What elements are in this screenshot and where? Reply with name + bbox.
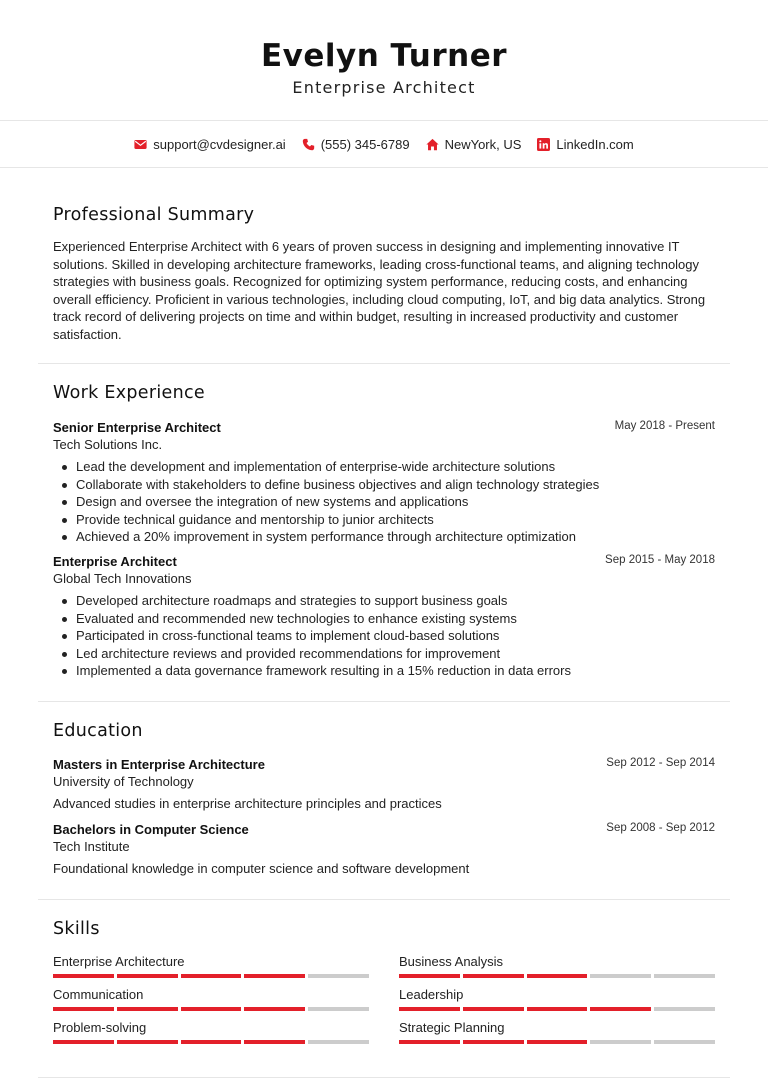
skill-level-segment (181, 1007, 242, 1011)
job-entry (53, 553, 715, 680)
education-school: Tech Institute (53, 839, 130, 854)
home-icon (426, 138, 439, 151)
skill-level-bar (53, 1007, 369, 1011)
skill-level-bar (399, 1007, 715, 1011)
job-company: Tech Solutions Inc. (53, 437, 163, 452)
skill-level-segment (181, 1040, 242, 1044)
skill-level-segment (399, 1040, 460, 1044)
skill-level-segment (654, 1040, 715, 1044)
skills-heading: Skills (53, 919, 100, 939)
contact-phone[interactable] (302, 137, 410, 152)
job-bullet: Achieved a 20% improvement in system performance through architecture optimization (53, 528, 715, 546)
contact-location (426, 137, 522, 152)
contact-email-text: support@cvdesigner.ai (153, 136, 286, 152)
skill-level-segment (308, 1040, 369, 1044)
job-bullet: Developed architecture roadmaps and strategies to support business goals (53, 592, 715, 610)
skills-section (38, 900, 730, 1078)
skill-name: Strategic Planning (399, 1020, 505, 1035)
contact-email[interactable] (134, 137, 285, 152)
skill-level-segment (117, 1040, 178, 1044)
skill-item (53, 1019, 369, 1044)
skill-item (399, 986, 715, 1011)
skill-level-segment (244, 1040, 305, 1044)
education-heading: Education (53, 721, 143, 741)
skill-name: Communication (53, 987, 144, 1002)
skill-item (399, 1019, 715, 1044)
education-section (38, 702, 730, 900)
job-bullet: Design and oversee the integration of new systems and applications (53, 493, 715, 511)
job-title: Senior Enterprise Architect (53, 420, 221, 435)
education-degree: Bachelors in Computer Science (53, 822, 249, 837)
job-title: Enterprise Architect (53, 553, 177, 569)
job-bullet: Implemented a data governance framework resulting in a 15% reduction in data errors (53, 662, 715, 680)
skill-level-segment (590, 1007, 651, 1011)
summary-text: Experienced Enterprise Architect with 6 years of proven success in designing and implementing innovative IT solutions. Skilled in developing architecture frameworks, leading cross-functional teams, and aligning technology strategies with business goals. Recognized for optimizing system performance, reducing costs, and enhancing overall efficiency. Proficient in various technologies, including cloud computing, IoT, and big data analytics. Strong track record of delivering projects on time and within budget, resulting in increased productivity and customer satisfaction. (53, 239, 706, 342)
skill-level-segment (463, 1007, 524, 1011)
skill-name: Problem-solving (53, 1020, 147, 1035)
job-bullet: Evaluated and recommended new technologies to enhance existing systems (53, 610, 715, 628)
skill-level-segment (590, 974, 651, 978)
skill-level-segment (53, 1007, 114, 1011)
skill-level-bar (399, 974, 715, 978)
job-bullet: Provide technical guidance and mentorship to junior architects (53, 511, 715, 529)
skill-level-bar (53, 974, 369, 978)
skill-level-segment (117, 974, 178, 978)
job-company: Global Tech Innovations (53, 570, 192, 586)
job-bullets (53, 458, 715, 546)
skill-level-segment (399, 1007, 460, 1011)
skill-level-segment (463, 1040, 524, 1044)
education-degree: Masters in Enterprise Architecture (53, 757, 265, 772)
skill-item (399, 953, 715, 978)
education-entry (53, 821, 715, 878)
skill-name: Leadership (399, 987, 464, 1002)
skill-level-segment (463, 974, 524, 978)
skill-level-segment (590, 1040, 651, 1044)
contact-location-text: NewYork, US (444, 136, 522, 152)
skill-level-segment (181, 974, 242, 978)
job-bullets (53, 592, 715, 680)
work-heading: Work Experience (53, 383, 205, 403)
skill-level-segment (654, 974, 715, 978)
skill-level-segment (654, 1007, 715, 1011)
skill-level-segment (244, 1007, 305, 1011)
skill-item (53, 986, 369, 1011)
skill-name: Enterprise Architecture (53, 954, 185, 969)
contact-bar (0, 121, 768, 168)
envelope-icon (134, 138, 147, 151)
education-entry (53, 756, 715, 813)
skill-level-segment (527, 1007, 588, 1011)
education-date: Sep 2008 - Sep 2012 (606, 822, 715, 834)
phone-icon (302, 138, 315, 151)
skill-level-segment (53, 974, 114, 978)
skill-item (53, 953, 369, 978)
skill-level-segment (399, 974, 460, 978)
candidate-name: Evelyn Turner (260, 38, 508, 74)
skill-level-segment (308, 974, 369, 978)
job-date: May 2018 - Present (614, 420, 715, 432)
job-date: Sep 2015 - May 2018 (605, 553, 715, 566)
work-experience-section (38, 364, 730, 702)
skills-grid (53, 953, 715, 1044)
contact-linkedin[interactable] (537, 137, 633, 152)
education-description: Foundational knowledge in computer science and software development (53, 861, 470, 876)
job-entry (53, 419, 715, 546)
skill-level-segment (527, 974, 588, 978)
skill-name: Business Analysis (399, 954, 504, 969)
job-bullet: Participated in cross-functional teams to implement cloud-based solutions (53, 627, 715, 645)
summary-heading: Professional Summary (53, 205, 255, 225)
resume-header (0, 0, 768, 121)
skill-level-bar (399, 1040, 715, 1044)
job-bullet: Collaborate with stakeholders to define business objectives and align technology strategies (53, 476, 715, 494)
education-description: Advanced studies in enterprise architecture principles and practices (53, 796, 442, 811)
contact-phone-text: (555) 345-6789 (320, 136, 410, 152)
candidate-title: Enterprise Architect (292, 78, 476, 97)
skill-level-bar (53, 1040, 369, 1044)
skill-level-segment (308, 1007, 369, 1011)
education-date: Sep 2012 - Sep 2014 (606, 757, 715, 769)
contact-linkedin-text: LinkedIn.com (556, 136, 634, 152)
linkedin-icon (537, 138, 550, 151)
skill-level-segment (117, 1007, 178, 1011)
skill-level-segment (244, 974, 305, 978)
skill-level-segment (527, 1040, 588, 1044)
skill-level-segment (53, 1040, 114, 1044)
job-bullet: Lead the development and implementation of enterprise-wide architecture solutions (53, 458, 715, 476)
education-school: University of Technology (53, 774, 194, 789)
job-bullet: Led architecture reviews and provided recommendations for improvement (53, 645, 715, 663)
summary-section (38, 168, 730, 364)
